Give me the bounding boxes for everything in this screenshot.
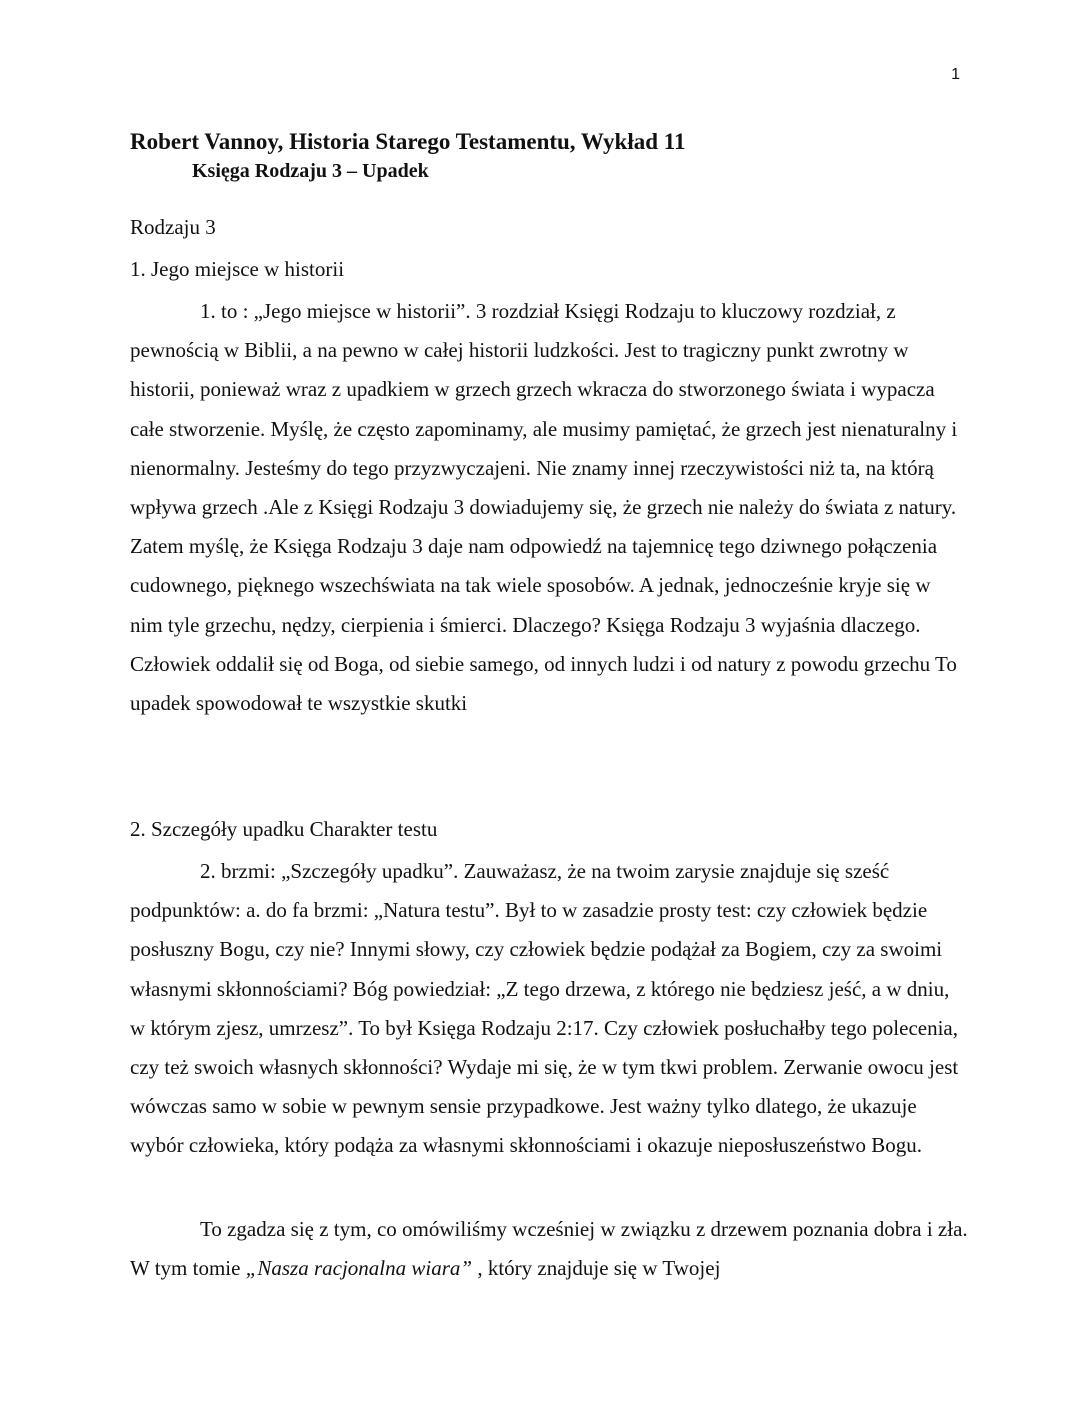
- section-3-text-end: , który znajduje się w Twojej: [472, 1256, 721, 1281]
- section-2-paragraph: 2. brzmi: „Szczegóły upadku”. Zauważasz, że na twoim zarysie znajduje się sześć podpunktów: a. do fa brzmi: „Natura testu”. Był to w zasadzie prosty test: czy człowiek będzie posłuszny Bogu, czy nie? Innymi słowy, czy człowiek będzie podążał za Bogiem, czy za swoimi własnymi skłonnościami? Bóg powiedział: „Z tego drzewa, z którego nie będziesz jeść, a w dniu, w którym zjesz, umrzesz”. To był Księga Rodzaju 2:17. Czy człowiek posłuchałby tego polecenia, czy też swoich własnych skłonności? Wydaje mi się, że w tym tkwi problem. Zerwanie owocu jest wówczas samo w sobie w pewnym sensie przypadkowe. Jest ważny tylko dlatego, że ukazuje wybór człowieka, który podąża za własnymi skłonnościami i okazuje nieposłuszeństwo Bogu.: [130, 859, 959, 1158]
- page-number: 1: [951, 66, 960, 83]
- section-2-heading: 2. Szczegóły upadku Charakter testu: [130, 817, 438, 841]
- document-title: Robert Vannoy, Historia Starego Testamentu, Wykład 11: [130, 129, 686, 154]
- section-3-text-start: To zgadza się z tym, co omówiliśmy wcześniej w związku z drzewem poznania dobra i zła. W tym tomie: [130, 1217, 968, 1281]
- section-1-heading: 1. Jego miejsce w historii: [130, 257, 345, 281]
- section-1-paragraph: 1. to : „Jego miejsce w historii”. 3 rozdział Księgi Rodzaju to kluczowy rozdział, z pewnością w Biblii, a na pewno w całej historii ludzkości. Jest to tragiczny punkt zwrotny w historii, ponieważ wraz z upadkiem w grzech grzech wkracza do stworzonego świata i wypacza całe stworzenie. Myślę, że często zapominamy, ale musimy pamiętać, że grzech jest nienaturalny i nienormalny. Jesteśmy do tego przyzwyczajeni. Nie znamy innej rzeczywistości niż ta, na którą wpływa grzech .Ale z Księgi Rodzaju 3 dowiadujemy się, że grzech nie należy do świata z natury. Zatem myślę, że Księga Rodzaju 3 daje nam odpowiedź na tajemnicę tego dziwnego połączenia cudownego, pięknego wszechświata na tak wiele sposobów. A jednak, jednocześnie kryje się w nim tyle grzechu, nędzy, cierpienia i śmierci. Dlaczego? Księga Rodzaju 3 wyjaśnia dlaczego. Człowiek oddalił się od Boga, od siebie samego, od innych ludzi i od natury z powodu grzechu To upadek spowodował te wszystkie skutki: [130, 299, 958, 716]
- chapter-label: Rodzaju 3: [130, 215, 216, 239]
- section-3-paragraph: [130, 1210, 968, 1288]
- book-title: „Nasza racjonalna wiara”: [245, 1256, 473, 1281]
- document-subtitle: Księga Rodzaju 3 – Upadek: [192, 160, 429, 182]
